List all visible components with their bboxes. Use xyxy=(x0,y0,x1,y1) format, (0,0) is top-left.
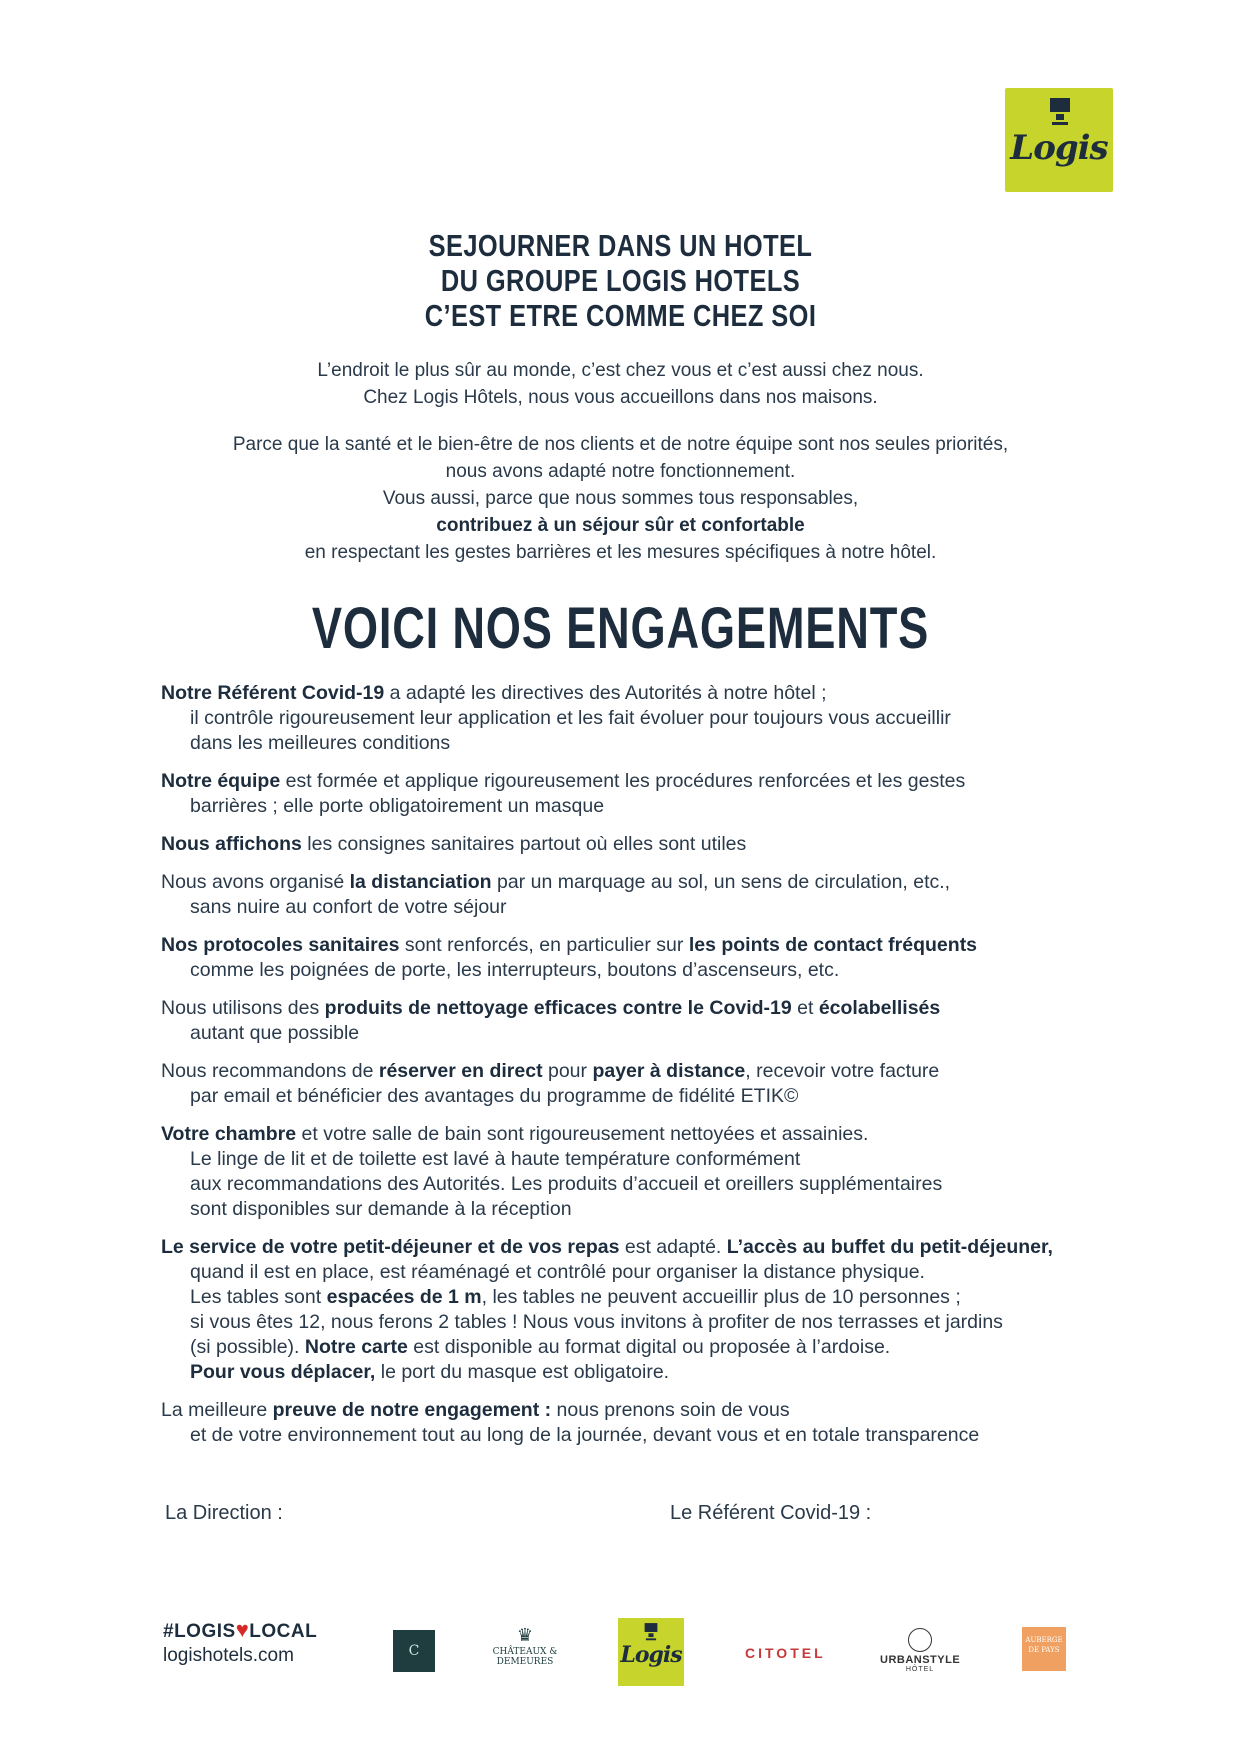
engagement-item xyxy=(161,1398,1121,1448)
engagement-bold-text: les points de contact fréquents xyxy=(688,934,978,956)
engagement-text: dans les meilleures conditions xyxy=(190,732,451,754)
engagement-text: a adapté les directives des Autorités à notre hôtel ; xyxy=(384,682,827,704)
engagement-text: La meilleure xyxy=(161,1399,273,1421)
engagement-line xyxy=(161,996,1121,1021)
section-title: VOICI NOS ENGAGEMENTS xyxy=(311,596,930,661)
lamp-icon xyxy=(1049,98,1071,126)
intro-line: Chez Logis Hôtels, nous vous accueillons dans nos maisons. xyxy=(363,387,878,408)
engagement-line xyxy=(161,1059,1121,1084)
engagement-bold-text: Votre chambre xyxy=(161,1123,297,1145)
engagement-line xyxy=(161,1398,1121,1423)
engagement-text: et de votre environnement tout au long de la journée, devant vous et en totale transparence xyxy=(190,1424,980,1446)
intro-line: L’endroit le plus sûr au monde, c’est chez vous et c’est aussi chez nous. xyxy=(317,360,924,381)
engagement-bold-text: preuve de notre engagement : xyxy=(272,1399,552,1421)
engagement-text: (si possible). xyxy=(190,1336,305,1358)
engagement-text: les consignes sanitaires partout où elles sont utiles xyxy=(301,833,747,855)
lamp-icon xyxy=(644,1623,658,1641)
brand-logo-chateaux: ♛ CHÂTEAUX & DEMEURES xyxy=(490,1625,560,1667)
engagement-line xyxy=(161,1285,1121,1310)
engagement-text: quand il est en place, est réaménagé et contrôlé pour organiser la distance physique. xyxy=(190,1261,925,1283)
engagement-item xyxy=(161,933,1121,983)
urbanstyle-emblem-icon xyxy=(908,1628,932,1652)
engagement-text: , recevoir votre facture xyxy=(745,1060,940,1082)
engagement-text: est adapté. xyxy=(619,1236,727,1258)
intro-line: Parce que la santé et le bien-être de nos clients et de notre équipe sont nos seules priorités, xyxy=(232,434,1009,455)
engagement-item xyxy=(161,1122,1121,1222)
intro-highlight: contribuez à un séjour sûr et confortable xyxy=(436,515,805,536)
engagement-text: Les tables sont xyxy=(190,1286,327,1308)
engagements-list xyxy=(161,681,1121,1461)
engagement-line xyxy=(161,1172,1121,1197)
engagement-text: barrières ; elle porte obligatoirement un masque xyxy=(190,795,605,817)
engagement-line xyxy=(161,1335,1121,1360)
engagement-text: comme les poignées de porte, les interrupteurs, boutons d’ascenseurs, etc. xyxy=(190,959,840,981)
engagement-bold-text: payer à distance xyxy=(592,1060,746,1082)
engagement-bold-text: produits de nettoyage efficaces contre le Covid-19 xyxy=(324,997,792,1019)
engagement-line xyxy=(161,769,1121,794)
engagement-text: est disponible au format digital ou proposée à l’ardoise. xyxy=(407,1336,891,1358)
engagement-line xyxy=(161,681,1121,706)
engagement-item xyxy=(161,681,1121,756)
engagement-bold-text: Nos protocoles sanitaires xyxy=(161,934,400,956)
engagement-line xyxy=(161,958,1121,983)
engagement-line xyxy=(161,794,1121,819)
engagement-line xyxy=(161,1147,1121,1172)
engagement-bold-text: la distanciation xyxy=(349,871,492,893)
engagement-line xyxy=(161,1122,1121,1147)
engagement-line xyxy=(161,1197,1121,1222)
engagement-line xyxy=(161,1423,1121,1448)
engagement-bold-text: Nous affichons xyxy=(161,833,302,855)
engagement-item xyxy=(161,1059,1121,1109)
headline-line: DU GROUPE LOGIS HOTELS xyxy=(440,263,801,298)
engagement-line xyxy=(161,1310,1121,1335)
intro-line: Vous aussi, parce que nous sommes tous responsables, xyxy=(382,488,859,509)
engagement-line xyxy=(161,731,1121,756)
signature-direction: La Direction : xyxy=(165,1502,283,1524)
headline-line: SEJOURNER DANS UN HOTEL xyxy=(428,228,813,263)
engagement-text: sont disponibles sur demande à la réception xyxy=(190,1198,572,1220)
engagement-line xyxy=(161,1084,1121,1109)
engagement-bold-text: L’accès au buffet du petit-déjeuner, xyxy=(726,1236,1053,1258)
engagement-bold-text: Notre Référent Covid-19 xyxy=(161,682,385,704)
intro-paragraph-2 xyxy=(0,431,1241,566)
engagement-line xyxy=(161,832,1121,857)
brand-logo-reception: C xyxy=(393,1630,435,1672)
headline-line: C’EST ETRE COMME CHEZ SOI xyxy=(424,298,817,333)
website-link[interactable]: logishotels.com xyxy=(163,1645,294,1666)
brand-logo-logis: Logis xyxy=(618,1618,684,1686)
hashtag-right: LOCAL xyxy=(249,1621,318,1642)
intro-line: en respectant les gestes barrières et les mesures spécifiques à notre hôtel. xyxy=(304,542,937,563)
engagement-line xyxy=(161,1235,1121,1260)
engagement-line xyxy=(161,933,1121,958)
engagement-bold-text: espacées de 1 m xyxy=(326,1286,482,1308)
engagement-text: et votre salle de bain sont rigoureusement nettoyées et assainies. xyxy=(296,1123,869,1145)
engagement-bold-text: réserver en direct xyxy=(378,1060,543,1082)
engagement-text: et xyxy=(791,997,819,1019)
engagement-text: par email et bénéficier des avantages du programme de fidélité ETIK© xyxy=(190,1085,799,1107)
engagement-bold-text: Pour vous déplacer, xyxy=(190,1361,376,1383)
intro-line: nous avons adapté notre fonctionnement. xyxy=(445,461,796,482)
engagement-text: sont renforcés, en particulier sur xyxy=(399,934,689,956)
engagement-text: pour xyxy=(542,1060,593,1082)
engagement-bold-text: Notre équipe xyxy=(161,770,281,792)
engagement-text: , les tables ne peuvent accueillir plus de 10 personnes ; xyxy=(481,1286,961,1308)
engagement-text: nous prenons soin de vous xyxy=(551,1399,790,1421)
engagement-item xyxy=(161,1235,1121,1385)
engagement-text: Le linge de lit et de toilette est lavé à haute température conformément xyxy=(190,1148,801,1170)
brand-logo-auberge: AUBERGE DE PAYS xyxy=(1022,1627,1066,1671)
engagement-line xyxy=(161,1021,1121,1046)
engagement-line xyxy=(161,1360,1121,1385)
engagement-text: est formée et applique rigoureusement les procédures renforcées et les gestes xyxy=(280,770,966,792)
engagement-text: si vous êtes 12, nous ferons 2 tables ! Nous vous invitons à profiter de nos terrasses et jardins xyxy=(190,1311,1003,1333)
engagement-text: Nous avons organisé xyxy=(161,871,350,893)
engagement-line xyxy=(161,1260,1121,1285)
engagement-item xyxy=(161,832,1121,857)
hashtag-left: #LOGIS xyxy=(163,1621,236,1642)
engagement-text: par un marquage au sol, un sens de circulation, etc., xyxy=(491,871,951,893)
engagement-line xyxy=(161,870,1121,895)
heart-icon: ♥ xyxy=(235,1617,250,1642)
engagement-line xyxy=(161,895,1121,920)
engagement-text: aux recommandations des Autorités. Les produits d’accueil et oreillers supplémentaires xyxy=(190,1173,943,1195)
engagement-line xyxy=(161,706,1121,731)
engagement-text: le port du masque est obligatoire. xyxy=(375,1361,670,1383)
brand-logo-urbanstyle: URBANSTYLE HÔTEL xyxy=(880,1628,960,1673)
logis-logo xyxy=(1005,88,1113,192)
signature-referent: Le Référent Covid-19 : xyxy=(670,1502,872,1524)
engagement-text: Nous recommandons de xyxy=(161,1060,379,1082)
engagement-text: autant que possible xyxy=(190,1022,360,1044)
engagement-text: sans nuire au confort de votre séjour xyxy=(190,896,507,918)
hashtag xyxy=(163,1617,317,1643)
engagement-bold-text: Notre carte xyxy=(304,1336,408,1358)
engagement-text: il contrôle rigoureusement leur application et les fait évoluer pour toujours vous accueillir xyxy=(190,707,951,729)
crown-icon: ♛ xyxy=(516,1625,534,1646)
engagement-item xyxy=(161,996,1121,1046)
engagement-bold-text: écolabellisés xyxy=(818,997,941,1019)
headline xyxy=(112,228,1130,333)
footer-hashtag-block xyxy=(163,1617,317,1667)
engagement-item xyxy=(161,870,1121,920)
engagement-bold-text: Le service de votre petit-déjeuner et de vos repas xyxy=(161,1236,620,1258)
brand-logo-citotel: CITOTEL xyxy=(745,1645,826,1661)
engagement-item xyxy=(161,769,1121,819)
logo-text: Logis xyxy=(1010,128,1108,168)
engagement-text: Nous utilisons des xyxy=(161,997,325,1019)
intro-paragraph-1 xyxy=(0,357,1241,411)
